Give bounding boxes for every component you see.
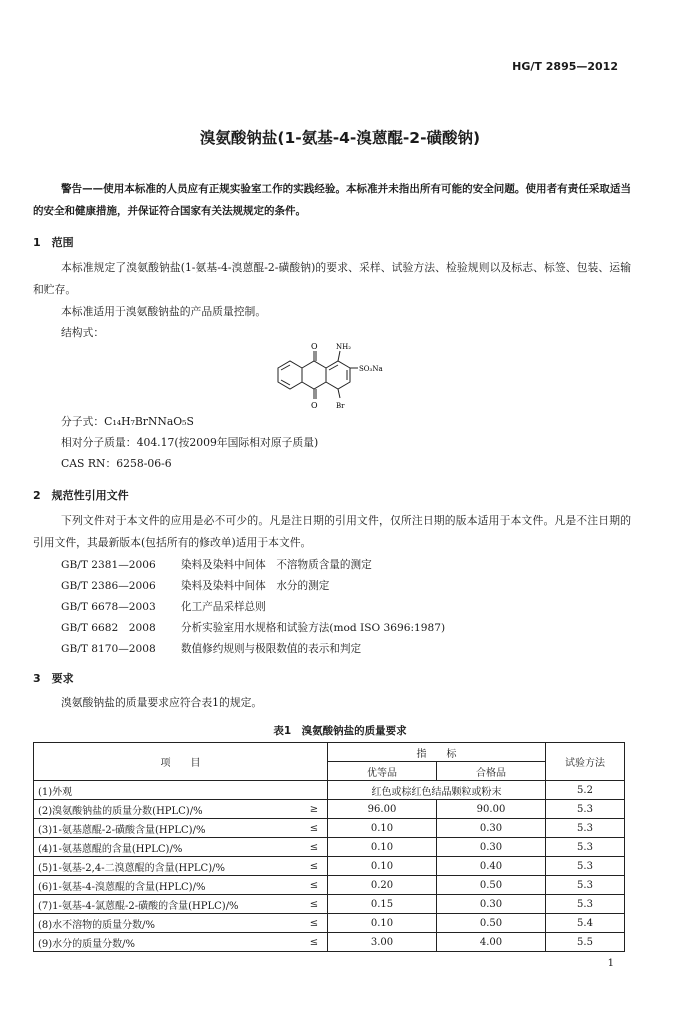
row-item: (4)1-氨基蒽醌的含量(HPLC)/% [34, 838, 302, 857]
row-qualified: 0.30 [437, 819, 546, 838]
row-item: (9)水分的质量分数/% [34, 933, 302, 952]
table-row [34, 876, 625, 895]
table-row [34, 781, 625, 800]
table-row [34, 857, 625, 876]
row-item: (5)1-氨基-2,4-二溴蒽醌的含量(HPLC)/% [34, 857, 302, 876]
reference-item [61, 599, 266, 614]
warning-paragraph: 警告——使用本标准的人员应有正规实验室工作的实践经验。本标准并未指出所有可能的安全问题。使用者有责任采取适当的安全和健康措施，并保证符合国家有关法规规定的条件。 [33, 183, 631, 217]
standard-code: HG/T 2895—2012 [512, 60, 618, 73]
row-qualified: 0.50 [437, 914, 546, 933]
reference-code: GB/T 6682 2008 [61, 622, 156, 634]
reference-title: 化工产品采样总则 [181, 601, 266, 613]
table-header-row [34, 743, 625, 762]
row-item: (2)溴氨酸钠盐的质量分数(HPLC)/% [34, 800, 302, 819]
row-superior: 0.10 [328, 819, 437, 838]
row-qualified: 90.00 [437, 800, 546, 819]
header-method: 试验方法 [546, 743, 625, 781]
row-superior: 0.10 [328, 914, 437, 933]
row-superior: 0.15 [328, 895, 437, 914]
row-symbol: ≤ [301, 914, 328, 933]
table-row [34, 895, 625, 914]
reference-code: GB/T 6678—2003 [61, 601, 156, 613]
table-row [34, 914, 625, 933]
reference-title: 数值修约规则与极限数值的表示和判定 [181, 643, 362, 655]
page-title: 溴氨酸钠盐(1-氨基-4-溴蒽醌-2-磺酸钠) [199, 129, 481, 147]
row-method: 5.4 [546, 914, 625, 933]
table-caption: 表1 溴氨酸钠盐的质量要求 [273, 725, 407, 737]
header-item: 项 目 [34, 743, 328, 781]
row-method: 5.3 [546, 800, 625, 819]
row-method: 5.3 [546, 857, 625, 876]
cas-number: CAS RN：6258-06-6 [61, 457, 172, 470]
row-symbol [301, 781, 328, 800]
row-item: (7)1-氨基-4-氯蒽醌-2-磺酸的含量(HPLC)/% [34, 895, 302, 914]
row-symbol: ≤ [301, 933, 328, 952]
row-method: 5.3 [546, 838, 625, 857]
molecular-formula: 分子式：C₁₄H₇BrNNaO₅S [61, 415, 194, 428]
structural-formula [260, 338, 400, 418]
row-method: 5.5 [546, 933, 625, 952]
row-superior: 0.10 [328, 857, 437, 876]
scope-paragraph: 本标准规定了溴氨酸钠盐(1-氨基-4-溴蒽醌-2-磺酸钠)的要求、采样、试验方法、检验规则以及标志、标签、包装、运输和贮存。 [33, 261, 631, 296]
row-qualified: 0.40 [437, 857, 546, 876]
carbonyl-o-bottom: O [311, 401, 318, 410]
row-superior: 0.10 [328, 838, 437, 857]
row-symbol: ≤ [301, 895, 328, 914]
amino-group: NH₂ [336, 343, 352, 351]
row-qualified: 0.50 [437, 876, 546, 895]
header-superior: 优等品 [328, 762, 437, 781]
row-method: 5.3 [546, 876, 625, 895]
molecular-mass: 相对分子质量：404.17(按2009年国际相对原子质量) [61, 436, 319, 449]
normative-paragraph: 下列文件对于本文件的应用是必不可少的。凡是注日期的引用文件，仅所注日期的版本适用于本文件。凡是不注日期的引用文件，其最新版本(包括所有的修改单)适用于本文件。 [33, 514, 631, 549]
requirements-paragraph: 溴氨酸钠盐的质量要求应符合表1的规定。 [61, 696, 263, 709]
row-symbol: ≤ [301, 876, 328, 895]
reference-item [61, 578, 329, 593]
reference-code: GB/T 2386—2006 [61, 580, 156, 592]
row-item: (8)水不溶物的质量分数/% [34, 914, 302, 933]
reference-code: GB/T 8170—2008 [61, 643, 156, 655]
section-1-heading: 1 范围 [33, 236, 74, 249]
table-row [34, 819, 625, 838]
row-symbol: ≥ [301, 800, 328, 819]
header-qualified: 合格品 [437, 762, 546, 781]
section-2-heading: 2 规范性引用文件 [33, 489, 129, 502]
table-row [34, 838, 625, 857]
row-qualified: 4.00 [437, 933, 546, 952]
row-symbol: ≤ [301, 819, 328, 838]
row-method: 5.2 [546, 781, 625, 800]
reference-title: 染料及染料中间体 水分的测定 [181, 580, 330, 592]
carbonyl-o-top: O [311, 342, 318, 351]
scope-applicability: 本标准适用于溴氨酸钠盐的产品质量控制。 [61, 305, 267, 318]
table-row [34, 800, 625, 819]
page-number: 1 [607, 958, 614, 969]
reference-title: 分析实验室用水规格和试验方法(mod ISO 3696:1987) [181, 622, 446, 634]
row-superior: 96.00 [328, 800, 437, 819]
row-superior: 3.00 [328, 933, 437, 952]
row-superior: 0.20 [328, 876, 437, 895]
requirements-table [33, 742, 625, 952]
row-item: (1)外观 [34, 781, 302, 800]
bromo-group: Br [336, 402, 345, 410]
structure-label: 结构式： [61, 326, 105, 339]
row-method: 5.3 [546, 895, 625, 914]
sulfonate-group: SO₃Na [359, 365, 383, 373]
reference-item [61, 641, 361, 656]
table-row [34, 933, 625, 952]
row-merged-value: 红色或棕红色结晶颗粒或粉末 [328, 781, 546, 800]
reference-code: GB/T 2381—2006 [61, 559, 156, 571]
row-qualified: 0.30 [437, 895, 546, 914]
row-item: (6)1-氨基-4-溴蒽醌的含量(HPLC)/% [34, 876, 302, 895]
row-symbol: ≤ [301, 857, 328, 876]
section-3-heading: 3 要求 [33, 672, 74, 685]
row-method: 5.3 [546, 819, 625, 838]
reference-item [61, 557, 372, 572]
quinone-ring [302, 361, 326, 389]
row-qualified: 0.30 [437, 838, 546, 857]
reference-title: 染料及染料中间体 不溶物质含量的测定 [181, 559, 372, 571]
row-item: (3)1-氨基蒽醌-2-磺酸含量(HPLC)/% [34, 819, 302, 838]
header-index: 指 标 [328, 743, 546, 762]
reference-item [61, 620, 445, 635]
row-symbol: ≤ [301, 838, 328, 857]
